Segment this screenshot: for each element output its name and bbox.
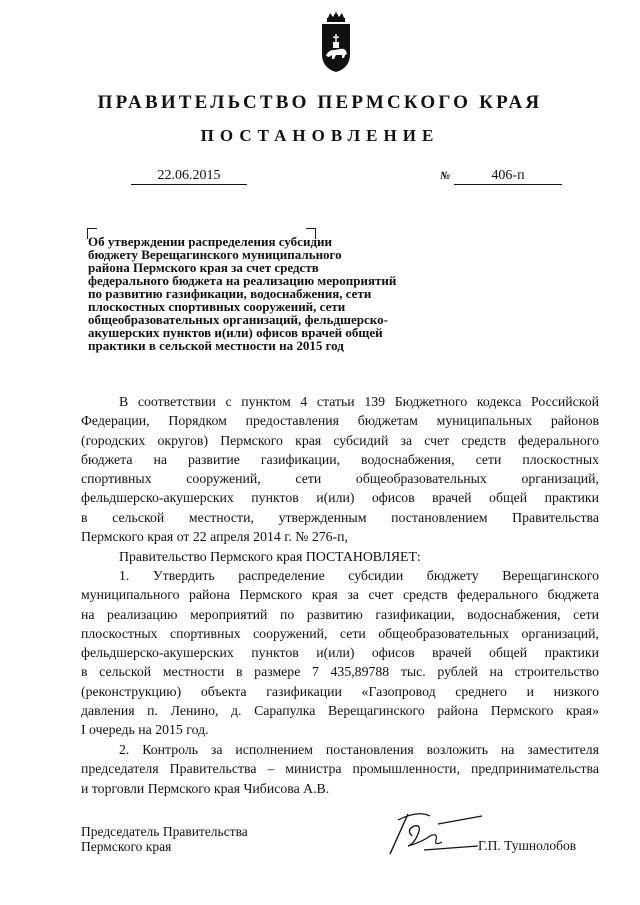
document-number: 406-п	[454, 167, 562, 185]
text-line: (городских округов) Пермского края субсидий за счет средств федерального	[81, 432, 599, 448]
number-sign: №	[440, 170, 451, 182]
item-2-paragraph	[81, 740, 599, 798]
preamble-paragraph	[81, 392, 599, 546]
document-date: 22.06.2015	[131, 167, 247, 185]
text-line: плоскостных спортивных сооружений, сети общеобразовательных организаций,	[81, 625, 599, 641]
subject-line: района Пермского края за счет средств	[88, 260, 319, 275]
text-line: I очередь на 2015 год.	[81, 722, 209, 738]
text-line: 2. Контроль за исполнением постановления возложить на заместителя	[119, 742, 599, 757]
text-line: и торговли Пермского края Чибисова А.В.	[81, 780, 330, 796]
text-line: В соответствии с пунктом 4 статьи 139 Бюджетного кодекса Российской	[119, 394, 599, 409]
subject-line: федерального бюджета на реализацию мероприятий	[88, 273, 397, 288]
text-line: на реализацию мероприятий по развитию газификации, водоснабжения, сети	[81, 606, 599, 622]
item-1-paragraph	[81, 566, 599, 740]
signer-position-line: Председатель Правительства	[81, 824, 248, 839]
subject-line: по развитию газификации, водоснабжения, сети	[88, 286, 372, 301]
text-line: фельдшерско-акушерских пунктов и(или) офисов врачей общей практики	[81, 490, 599, 506]
subject-line: плоскостных спортивных сооружений, сети	[88, 299, 346, 314]
subject-line: практики в сельской местности на 2015 год	[88, 338, 344, 353]
handwritten-signature-icon	[378, 806, 488, 858]
government-title: ПРАВИТЕЛЬСТВО ПЕРМСКОГО КРАЯ	[97, 92, 543, 113]
text-line: бюджета на развитие газификации, водоснабжения, сети плоскостных	[81, 451, 599, 467]
resolves-line	[81, 547, 599, 566]
text-line: фельдшерско-акушерских пунктов и(или) офисов врачей общей практики	[81, 645, 599, 661]
subject-line: Об утверждении распределения субсидии	[88, 234, 332, 249]
text-line: Пермского края от 22 апреля 2014 г. № 276-п,	[81, 529, 348, 545]
signer-position-line: Пермского края	[81, 838, 172, 854]
resolves-text: Правительство Пермского края ПОСТАНОВЛЯЕТ:	[119, 549, 421, 564]
subject-line: бюджету Верещагинского муниципального	[88, 247, 342, 262]
text-line: (реконструкцию) объекта газификации «Газопровод среднего и низкого	[81, 683, 599, 699]
text-line: председателя Правительства – министра промышленности, предпринимательства	[81, 761, 599, 777]
text-line: в сельской местности в размере 7 435,89788 тыс. рублей на строительство	[81, 664, 599, 680]
text-line: 1. Утвердить распределение субсидии бюджету Верещагинского	[119, 568, 599, 583]
coat-of-arms-icon	[306, 12, 366, 84]
text-line: давления п. Ленино, д. Сарапулка Верещагинского района Пермского края»	[81, 703, 599, 719]
text-line: муниципального района Пермского края за счет средств федерального бюджета	[81, 587, 599, 603]
text-line: в сельской местности, утвержденным постановлением Правительства	[81, 509, 599, 525]
document-subject	[88, 235, 433, 352]
signer-position	[81, 825, 248, 854]
subject-line: общеобразовательных организаций, фельдшерско-	[88, 312, 388, 327]
text-line: спортивных сооружений, сети общеобразовательных организаций,	[81, 471, 599, 487]
document-type: ПОСТАНОВЛЕНИЕ	[200, 126, 440, 145]
text-line: Федерации, Порядком предоставления бюджетам муниципальных районов	[81, 413, 599, 429]
subject-line: акушерских пунктов и(или) офисов врачей общей	[88, 325, 383, 340]
signer-name: Г.П. Тушнолобов	[478, 838, 577, 853]
